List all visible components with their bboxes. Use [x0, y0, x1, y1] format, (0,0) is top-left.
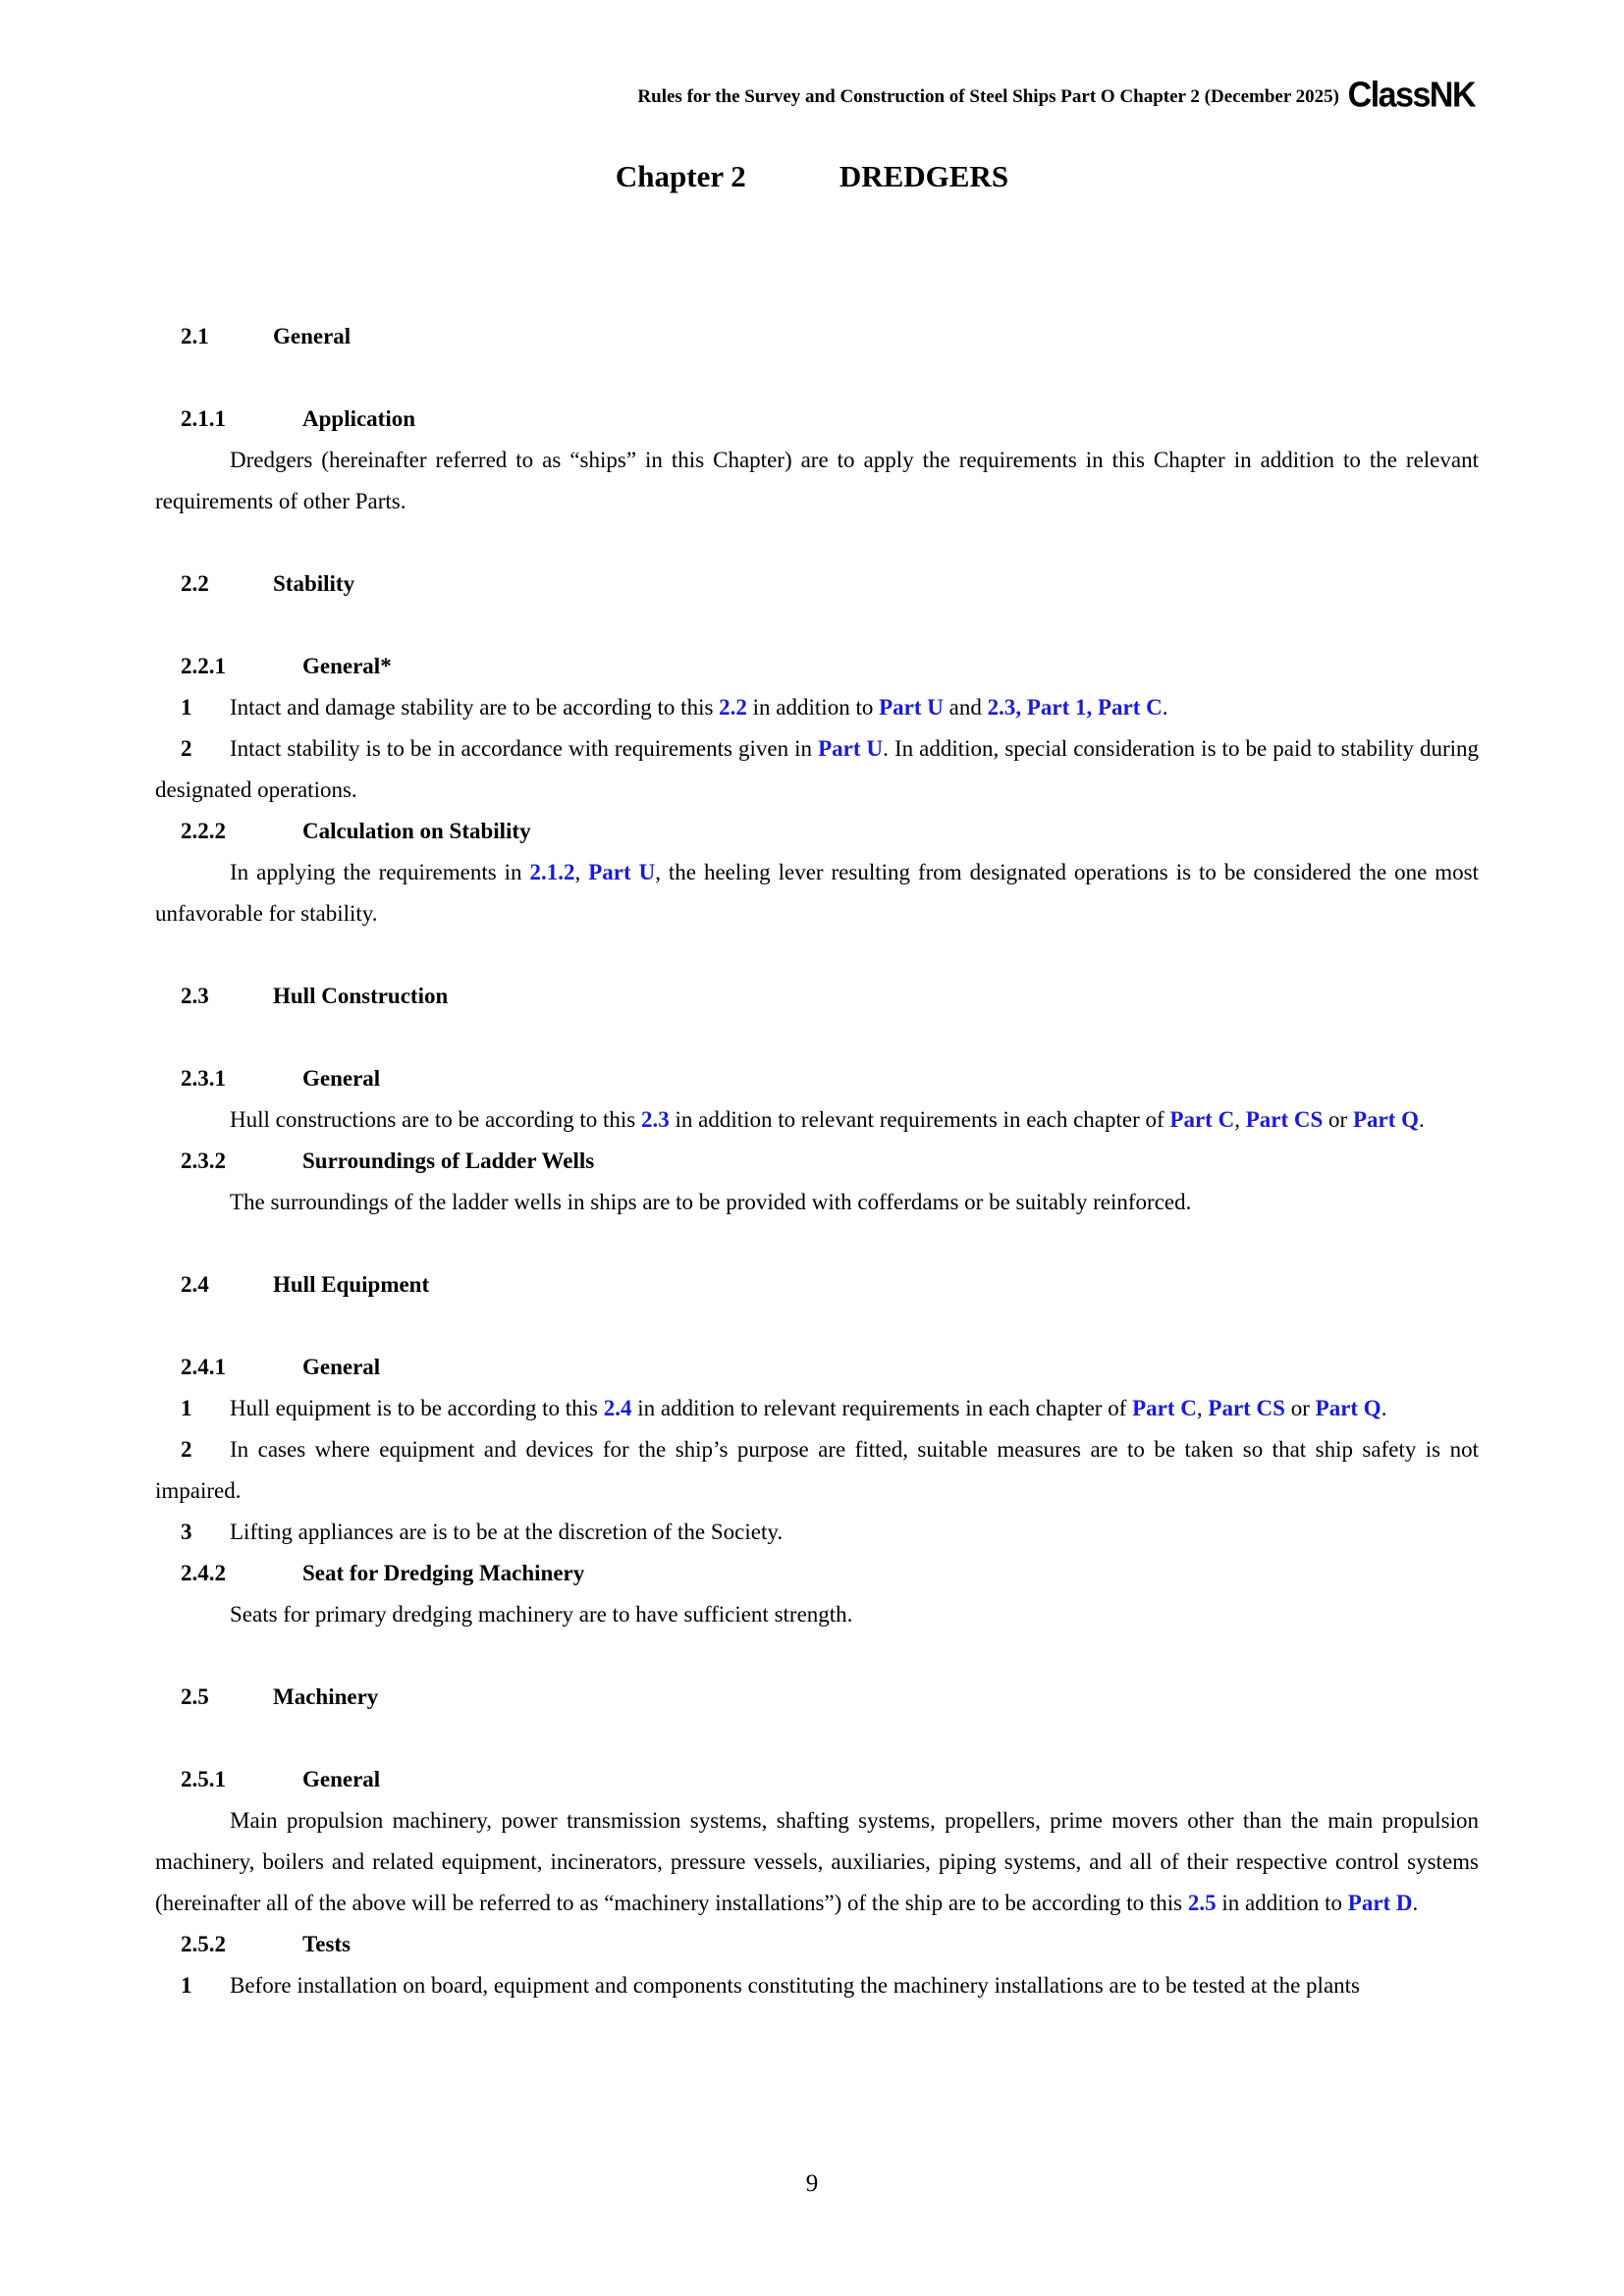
document-body — [155, 316, 1479, 2006]
subsection-heading: 2.2.2 Calculation on Stability — [181, 819, 531, 843]
reference-link[interactable]: 2.3, Part 1, Part C — [987, 695, 1163, 720]
paragraph: Dredgers (hereinafter referred to as “ships” in this Chapter) are to apply the requirements in this Chapter in addition to the relevant requirements of other Parts. — [155, 448, 1479, 513]
reference-link[interactable]: 2.3 — [641, 1107, 670, 1132]
numbered-paragraph: 3 Lifting appliances are is to be at the discretion of the Society. — [181, 1520, 784, 1544]
section-heading: 2.4 Hull Equipment — [181, 1272, 430, 1297]
page-number: 9 — [805, 2170, 819, 2197]
reference-link[interactable]: Part CS — [1208, 1396, 1285, 1420]
subsection-heading: 2.4.2 Seat for Dredging Machinery — [181, 1561, 585, 1585]
running-header: Rules for the Survey and Construction of Steel Ships Part O Chapter 2 (December 2025) — [637, 86, 1339, 107]
reference-link[interactable]: Part U — [818, 736, 884, 761]
section-heading: 2.3 Hull Construction — [181, 984, 449, 1008]
paragraph: Seats for primary dredging machinery are to have sufficient strength. — [230, 1602, 853, 1627]
chapter-number: Chapter 2 — [615, 159, 746, 193]
reference-link[interactable]: 2.1.2 — [529, 860, 575, 884]
subsection-heading: 2.5.2 Tests — [181, 1932, 351, 1956]
reference-link[interactable]: 2.2 — [719, 695, 747, 720]
reference-link[interactable]: Part CS — [1245, 1107, 1324, 1132]
numbered-paragraph: 1 Before installation on board, equipment and components constituting the machinery installations are to be tested at the plants — [181, 1973, 1360, 1998]
reference-link[interactable]: Part C — [1169, 1107, 1235, 1132]
reference-link[interactable]: 2.4 — [603, 1396, 632, 1420]
paragraph: The surroundings of the ladder wells in ships are to be provided with cofferdams or be suitably reinforced. — [230, 1190, 1192, 1214]
subsection-heading: 2.4.1 General — [181, 1355, 381, 1379]
subsection-heading: 2.3.1 General — [181, 1066, 381, 1091]
page-header — [0, 77, 1624, 116]
paragraph: Main propulsion machinery, power transmission systems, shafting systems, propellers, prime movers other than the main propulsion machinery, boilers and related equipment, incinerators, pressure vessels, auxiliaries, piping systems, and all of their respective control systems (hereinafter all of the above will be referred to as “machinery installations”) of the ship are to be according to this 2.5 in addition to Part D. — [155, 1808, 1479, 1915]
numbered-paragraph: 1 Intact and damage stability are to be according to this 2.2 in addition to Part U and 2.3, Part 1, Part C. — [181, 695, 1168, 720]
chapter-title — [0, 159, 1624, 194]
reference-link[interactable]: Part U — [588, 860, 656, 884]
classnk-logo: ClassNK — [1347, 76, 1475, 115]
numbered-paragraph: 1 Hull equipment is to be according to this 2.4 in addition to relevant requirements in each chapter of Part C, Part CS or Part Q. — [181, 1396, 1387, 1420]
section-heading: 2.1 General — [181, 324, 352, 348]
subsection-heading: 2.1.1 Application — [181, 406, 416, 431]
reference-link[interactable]: Part Q — [1352, 1107, 1419, 1132]
reference-link[interactable]: 2.5 — [1187, 1891, 1217, 1915]
reference-link[interactable]: Part C — [1132, 1396, 1197, 1420]
reference-link[interactable]: Part U — [879, 695, 944, 720]
chapter-name: DREDGERS — [839, 159, 1009, 193]
section-heading: 2.2 Stability — [181, 571, 355, 596]
section-heading: 2.5 Machinery — [181, 1684, 379, 1709]
numbered-paragraph: 2 Intact stability is to be in accordance with requirements given in Part U. In addition, special consideration is to be paid to stability during designated operations. — [155, 736, 1480, 802]
numbered-paragraph: 2 In cases where equipment and devices for the ship’s purpose are fitted, suitable measures are to be taken so that ship safety is not impaired. — [155, 1437, 1479, 1503]
paragraph: Hull constructions are to be according to this 2.3 in addition to relevant requirements in each chapter of Part C, Part CS or Part Q. — [230, 1107, 1425, 1132]
reference-link[interactable]: Part D — [1347, 1891, 1413, 1915]
subsection-heading: 2.2.1 General* — [181, 654, 392, 678]
reference-link[interactable]: Part Q — [1315, 1396, 1381, 1420]
subsection-heading: 2.5.1 General — [181, 1767, 381, 1791]
paragraph: In applying the requirements in 2.1.2, Part U, the heeling lever resulting from designated operations is to be considered the one most unfavorable for stability. — [155, 860, 1480, 926]
subsection-heading: 2.3.2 Surroundings of Ladder Wells — [181, 1148, 595, 1173]
